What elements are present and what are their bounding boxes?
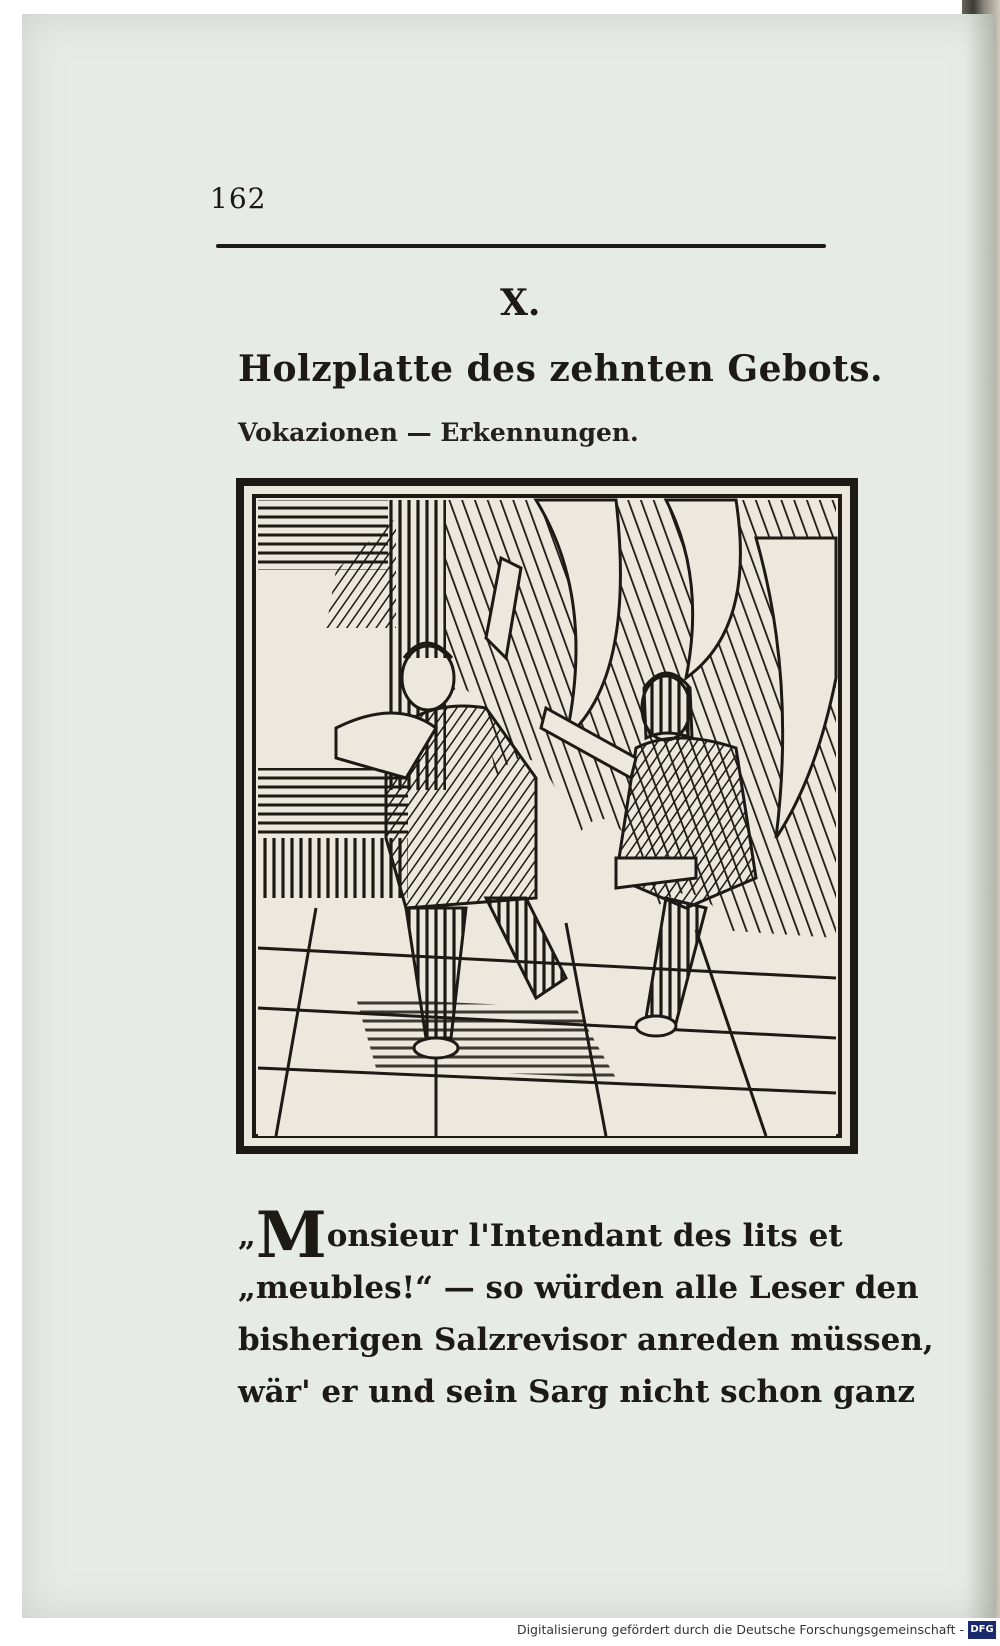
- body-line-4: [238, 1366, 915, 1418]
- body-line-3-text: bisherigen Salzrevisor anreden müssen,: [238, 1322, 934, 1358]
- woodcut-illustration-icon: [236, 478, 858, 1154]
- body-line-1-rest: onsieur l'Intendant des lits et: [326, 1218, 843, 1254]
- body-text: [238, 1198, 934, 1418]
- body-line-2-text: „meubles!“ — so würden alle Leser den: [238, 1270, 919, 1306]
- footer-credit: Digitalisierung gefördert durch die Deutsche Forschungsgemeinschaft -: [516, 1622, 964, 1637]
- header-rule: [216, 244, 826, 248]
- body-line-1: [238, 1198, 870, 1273]
- page-number: 162: [210, 182, 267, 215]
- opening-quote: „: [238, 1218, 256, 1254]
- dfg-logo-icon: DFG: [968, 1621, 996, 1639]
- woodcut-illustration: [236, 478, 858, 1154]
- footer-bar: [0, 1618, 1000, 1646]
- chapter-number: X.: [500, 282, 541, 324]
- drop-cap: M: [255, 1198, 327, 1273]
- chapter-title: Holzplatte des zehnten Gebots.: [238, 348, 884, 390]
- body-line-1-text: [238, 1198, 843, 1273]
- page-gutter-shadow: [966, 14, 994, 1618]
- body-line-4-text: wär' er und sein Sarg nicht schon ganz: [238, 1374, 915, 1410]
- body-line-2: [238, 1262, 919, 1314]
- body-line-3: [238, 1314, 934, 1366]
- chapter-subtitle: Vokazionen — Erkennungen.: [238, 418, 639, 447]
